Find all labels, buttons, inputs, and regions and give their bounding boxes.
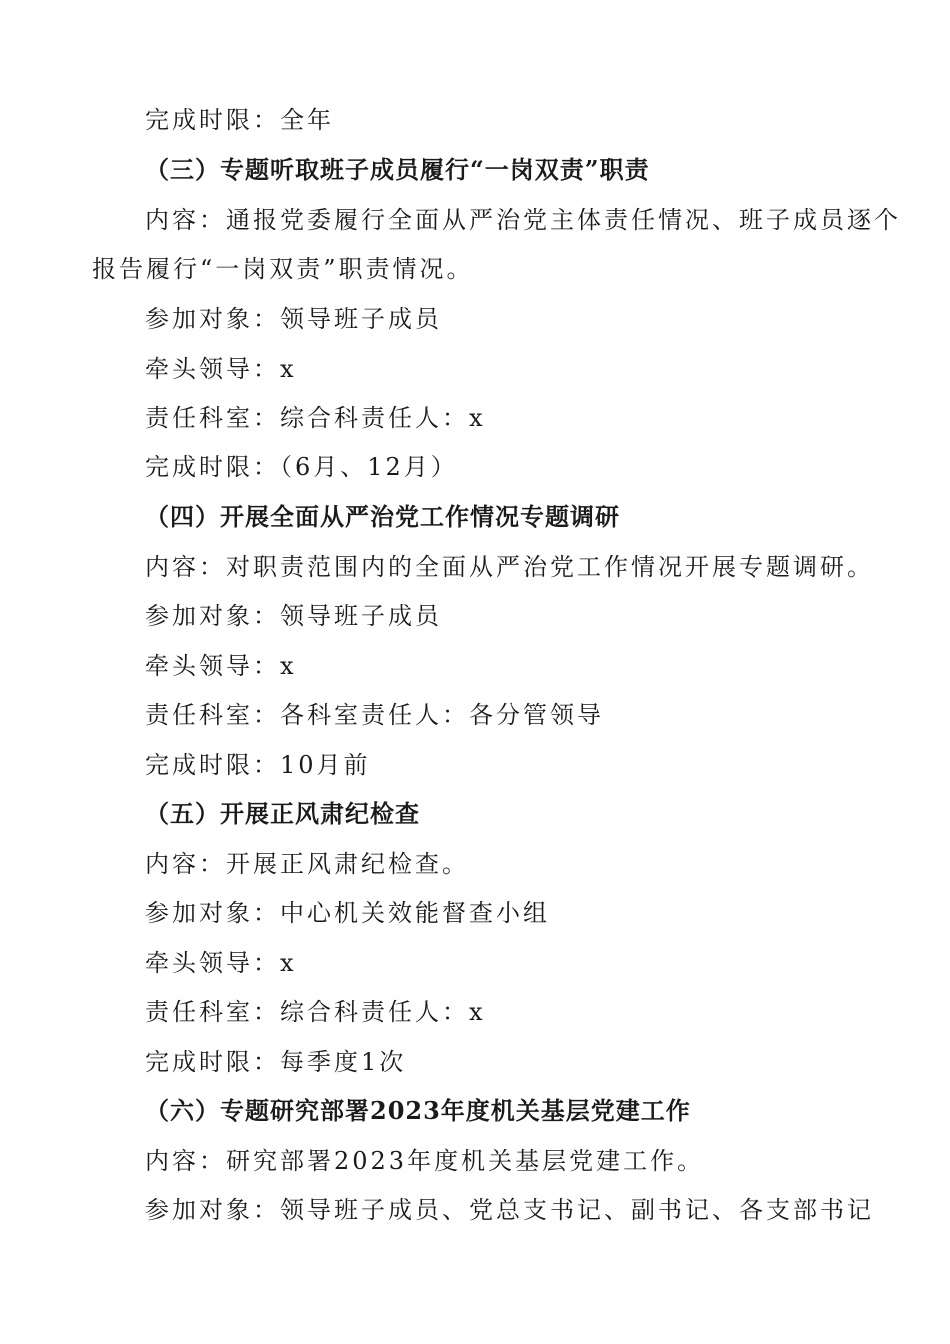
lead-leader-line: 牵头领导：x	[145, 652, 297, 680]
section-heading-6: （六）专题研究部署2023年度机关基层党建工作	[145, 1096, 691, 1125]
responsible-office-line: 责任科室：各科室责任人：各分管领导	[145, 701, 604, 729]
responsible-office-line: 责任科室：综合科责任人：x	[145, 404, 486, 432]
deadline-line: 完成时限：（6月、12月）	[145, 453, 458, 481]
responsible-office-line: 责任科室：综合科责任人：x	[145, 998, 486, 1026]
participants-line: 参加对象：领导班子成员	[145, 602, 442, 630]
content-line: 内容：通报党委履行全面从严治党主体责任情况、班子成员逐个	[145, 206, 901, 234]
participants-line: 参加对象：领导班子成员、党总支书记、副书记、各支部书记	[145, 1196, 874, 1224]
section-heading-4: （四）开展全面从严治党工作情况专题调研	[145, 502, 620, 531]
content-continuation-line: 报告履行“一岗双责”职责情况。	[92, 255, 474, 283]
deadline-line: 完成时限：10月前	[145, 751, 371, 779]
deadline-line: 完成时限：全年	[145, 106, 334, 134]
content-line: 内容：研究部署2023年度机关基层党建工作。	[145, 1147, 705, 1175]
participants-line: 参加对象：领导班子成员	[145, 305, 442, 333]
deadline-line: 完成时限：每季度1次	[145, 1048, 407, 1076]
lead-leader-line: 牵头领导：x	[145, 949, 297, 977]
content-line: 内容：对职责范围内的全面从严治党工作情况开展专题调研。	[145, 553, 874, 581]
section-heading-3: （三）专题听取班子成员履行“一岗双责”职责	[145, 155, 650, 184]
section-heading-5: （五）开展正风肃纪检查	[145, 799, 420, 828]
lead-leader-line: 牵头领导：x	[145, 355, 297, 383]
participants-line: 参加对象：中心机关效能督查小组	[145, 899, 550, 927]
content-line: 内容：开展正风肃纪检查。	[145, 850, 469, 878]
